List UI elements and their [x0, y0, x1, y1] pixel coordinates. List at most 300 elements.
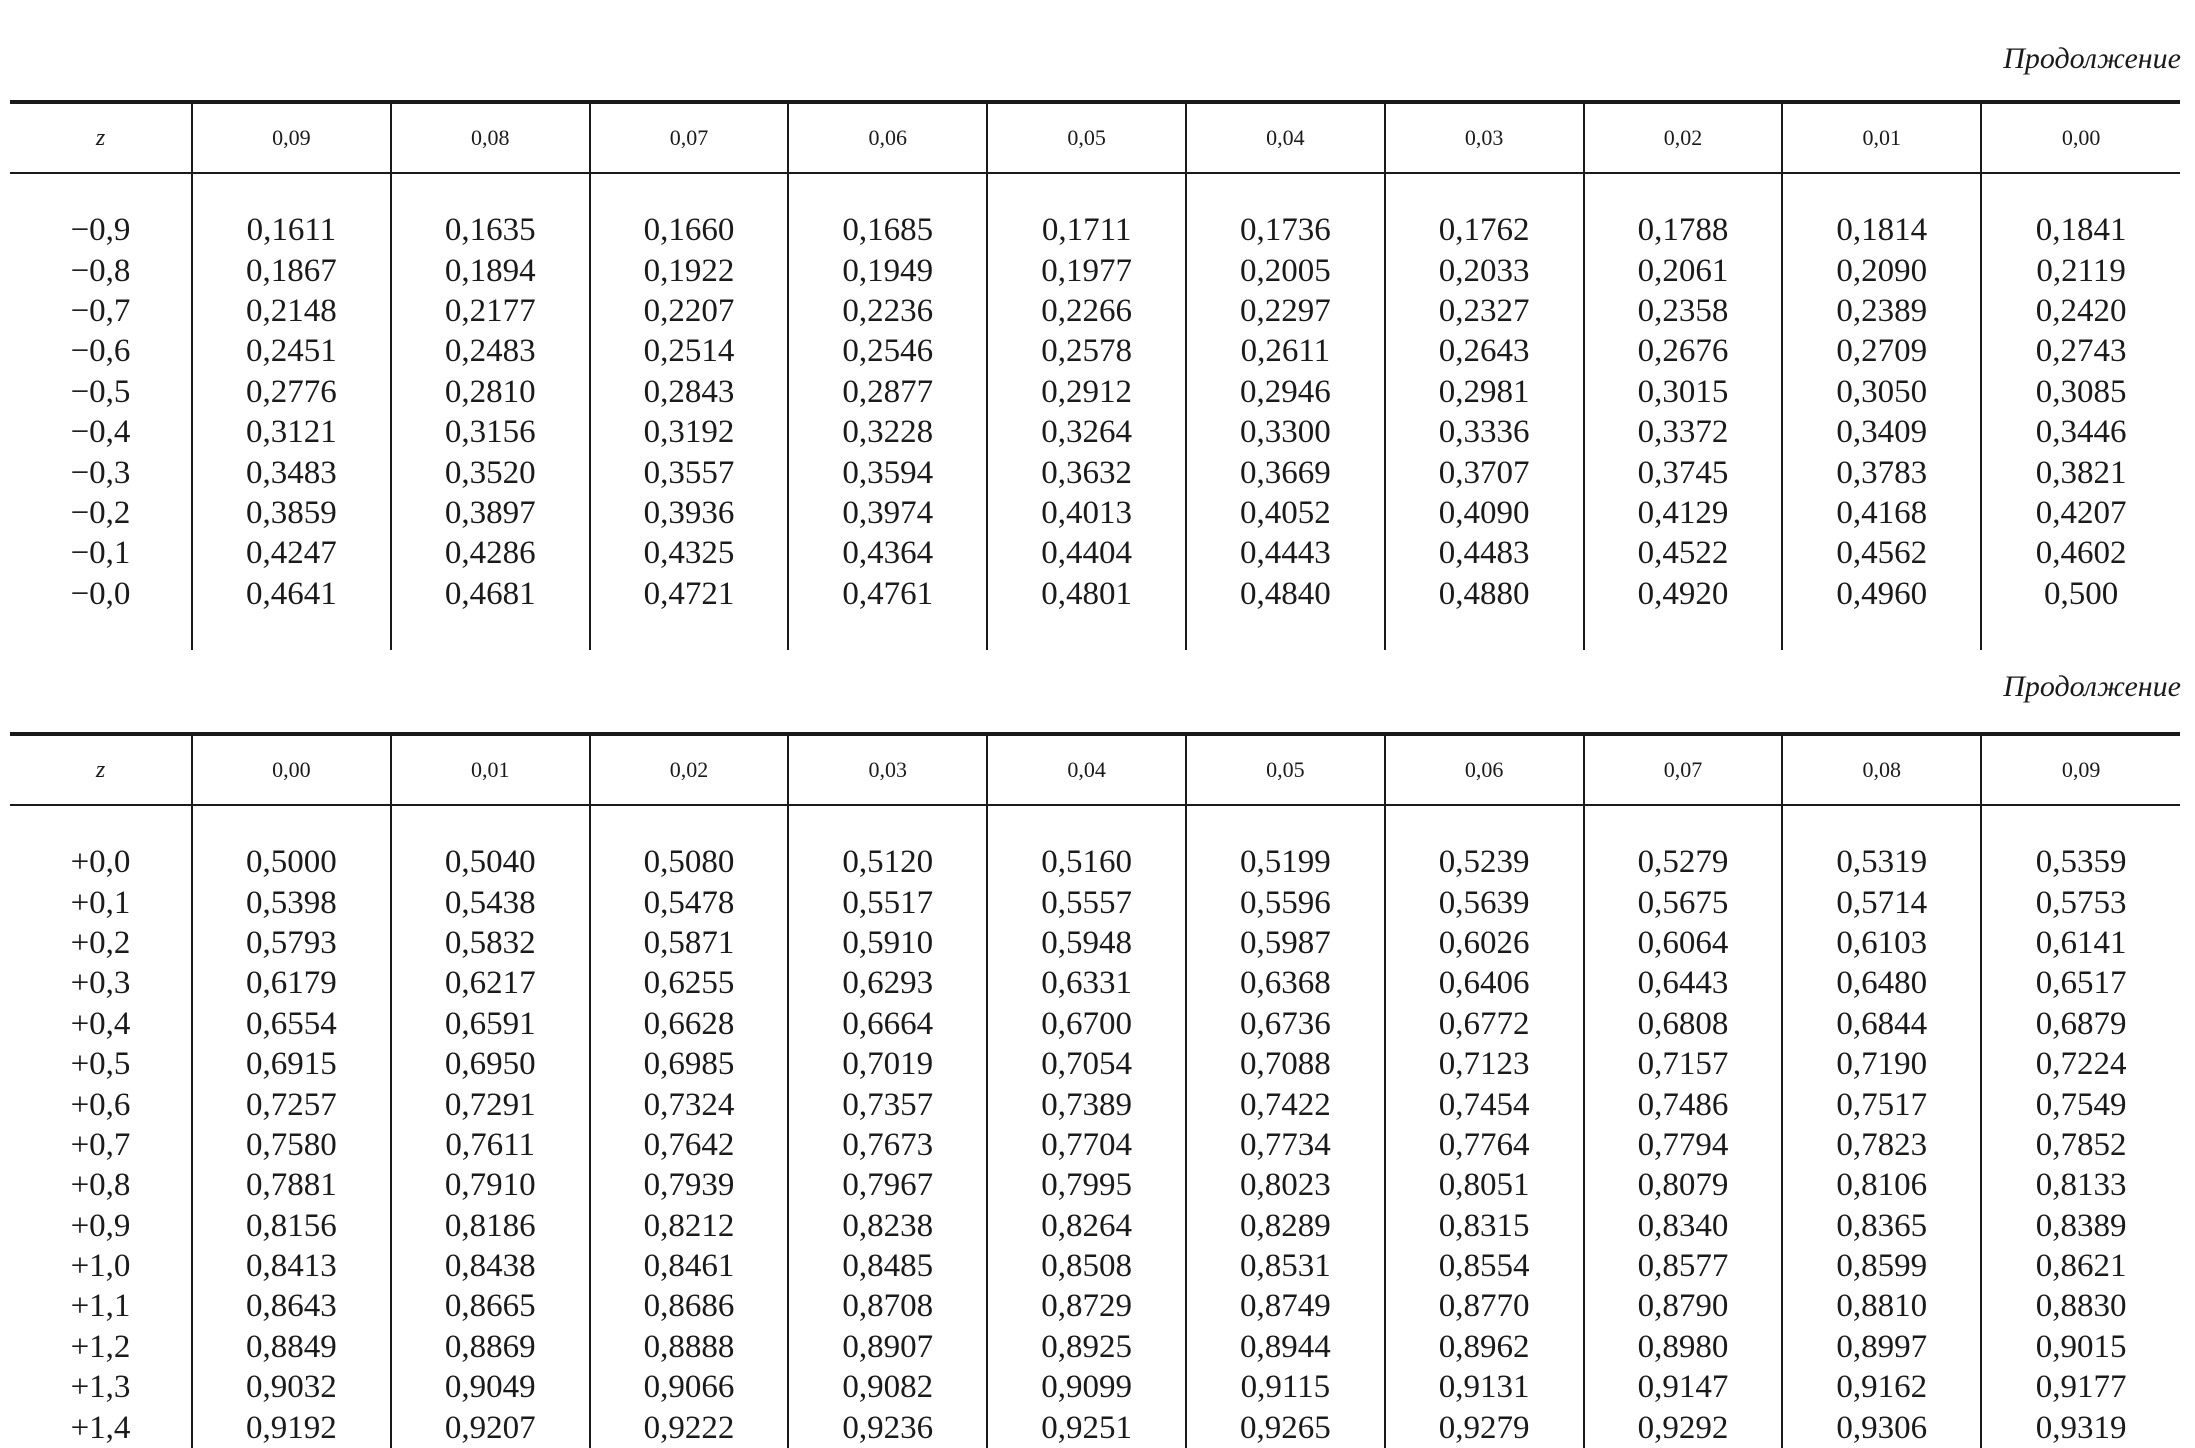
spacer-cell [1584, 614, 1783, 650]
probability-cell: 0,5753 [1981, 882, 2180, 922]
probability-cell: 0,8869 [391, 1327, 590, 1367]
probability-cell: 0,4090 [1385, 493, 1584, 533]
probability-cell: 0,8106 [1782, 1165, 1981, 1205]
column-header: 0,04 [987, 734, 1186, 805]
probability-cell: 0,7549 [1981, 1084, 2180, 1124]
probability-cell: 0,9265 [1186, 1407, 1385, 1447]
probability-cell: 0,7764 [1385, 1125, 1584, 1165]
probability-cell: 0,5319 [1782, 842, 1981, 882]
probability-cell: 0,7939 [590, 1165, 789, 1205]
column-header: 0,05 [1186, 734, 1385, 805]
probability-cell: 0,9222 [590, 1407, 789, 1447]
probability-cell: 0,2177 [391, 291, 590, 331]
probability-cell: 0,3974 [788, 493, 987, 533]
probability-cell: 0,1814 [1782, 210, 1981, 250]
spacer-cell [590, 805, 789, 842]
probability-cell: 0,7224 [1981, 1044, 2180, 1084]
probability-cell: 0,6844 [1782, 1004, 1981, 1044]
probability-cell: 0,8577 [1584, 1246, 1783, 1286]
table-header-row [10, 734, 2180, 805]
z-value-cell: −0,3 [70, 454, 131, 491]
column-header: 0,03 [1385, 102, 1584, 173]
probability-cell: 0,1922 [590, 250, 789, 290]
probability-cell: 0,2676 [1584, 331, 1783, 371]
table-row [10, 250, 2180, 290]
spacer-cell [788, 805, 987, 842]
probability-cell: 0,1788 [1584, 210, 1783, 250]
probability-cell: 0,5910 [788, 923, 987, 963]
probability-cell: 0,9162 [1782, 1367, 1981, 1407]
probability-cell: 0,6772 [1385, 1004, 1584, 1044]
z-column-header: z [10, 102, 192, 173]
table-row [10, 1125, 2180, 1165]
table-row [10, 1246, 2180, 1286]
probability-cell: 0,6736 [1186, 1004, 1385, 1044]
probability-cell: 0,2981 [1385, 372, 1584, 412]
z-value-cell: +0,1 [70, 884, 131, 921]
table-row [10, 1044, 2180, 1084]
probability-cell: 0,7422 [1186, 1084, 1385, 1124]
probability-cell: 0,9066 [590, 1367, 789, 1407]
probability-cell: 0,4207 [1981, 493, 2180, 533]
probability-cell: 0,1841 [1981, 210, 2180, 250]
probability-cell: 0,7967 [788, 1165, 987, 1205]
spacer-cell [1584, 805, 1783, 842]
probability-cell: 0,3783 [1782, 452, 1981, 492]
table-row [10, 331, 2180, 371]
probability-cell: 0,7794 [1584, 1125, 1783, 1165]
probability-cell: 0,3557 [590, 452, 789, 492]
probability-cell: 0,7611 [391, 1125, 590, 1165]
spacer-cell [391, 173, 590, 210]
spacer-cell [590, 173, 789, 210]
probability-cell: 0,7088 [1186, 1044, 1385, 1084]
probability-cell: 0,2297 [1186, 291, 1385, 331]
probability-cell: 0,1977 [987, 250, 1186, 290]
table-row [10, 842, 2180, 882]
probability-cell: 0,9207 [391, 1407, 590, 1447]
z-value-cell: +0,5 [70, 1046, 131, 1083]
probability-cell: 0,4721 [590, 574, 789, 614]
spacer-cell [987, 173, 1186, 210]
z-value-cell: −0,6 [70, 333, 131, 370]
table-row [10, 963, 2180, 1003]
z-column-header: z [10, 734, 192, 805]
probability-cell: 0,8186 [391, 1206, 590, 1246]
column-header: 0,09 [192, 102, 391, 173]
probability-cell: 0,8554 [1385, 1246, 1584, 1286]
table-row [10, 493, 2180, 533]
probability-cell: 0,3156 [391, 412, 590, 452]
z-value-cell: −0,4 [70, 414, 131, 451]
probability-cell: 0,2451 [192, 331, 391, 371]
probability-cell: 0,8365 [1782, 1206, 1981, 1246]
probability-cell: 0,7123 [1385, 1044, 1584, 1084]
probability-cell: 0,6293 [788, 963, 987, 1003]
probability-cell: 0,4761 [788, 574, 987, 614]
probability-cell: 0,7995 [987, 1165, 1186, 1205]
spacer-cell [1782, 173, 1981, 210]
probability-cell: 0,8907 [788, 1327, 987, 1367]
probability-cell: 0,8079 [1584, 1165, 1783, 1205]
probability-cell: 0,4562 [1782, 533, 1981, 573]
probability-cell: 0,9147 [1584, 1367, 1783, 1407]
probability-cell: 0,9192 [192, 1407, 391, 1447]
probability-cell: 0,9292 [1584, 1407, 1783, 1447]
probability-cell: 0,5639 [1385, 882, 1584, 922]
probability-cell: 0,4801 [987, 574, 1186, 614]
z-value-cell: −0,7 [70, 292, 131, 329]
probability-cell: 0,2389 [1782, 291, 1981, 331]
probability-cell: 0,8643 [192, 1286, 391, 1326]
column-header: 0,04 [1186, 102, 1385, 173]
spacer-row [10, 614, 2180, 650]
continuation-caption-top: Продолжение [2003, 42, 2181, 75]
probability-cell: 0,7823 [1782, 1125, 1981, 1165]
column-header: 0,05 [987, 102, 1186, 173]
probability-cell: 0,9319 [1981, 1407, 2180, 1447]
probability-cell: 0,5478 [590, 882, 789, 922]
spacer-cell [1584, 173, 1783, 210]
column-header: 0,06 [1385, 734, 1584, 805]
probability-cell: 0,8729 [987, 1286, 1186, 1326]
table-row [10, 574, 2180, 614]
probability-cell: 0,3821 [1981, 452, 2180, 492]
probability-cell: 0,2810 [391, 372, 590, 412]
column-header: 0,00 [1981, 102, 2180, 173]
probability-cell: 0,4168 [1782, 493, 1981, 533]
probability-cell: 0,4840 [1186, 574, 1385, 614]
probability-cell: 0,3409 [1782, 412, 1981, 452]
probability-cell: 0,4286 [391, 533, 590, 573]
probability-cell: 0,2061 [1584, 250, 1783, 290]
probability-cell: 0,7580 [192, 1125, 391, 1165]
probability-cell: 0,6368 [1186, 963, 1385, 1003]
z-value-cell: +1,0 [70, 1248, 131, 1285]
probability-cell: 0,6554 [192, 1004, 391, 1044]
probability-cell: 0,9251 [987, 1407, 1186, 1447]
z-value-cell: +0,4 [70, 1005, 131, 1042]
probability-cell: 0,3520 [391, 452, 590, 492]
z-value-cell: −0,0 [70, 575, 131, 612]
column-header: 0,00 [192, 734, 391, 805]
probability-cell: 0,5279 [1584, 842, 1783, 882]
z-value-cell: +1,2 [70, 1328, 131, 1365]
probability-cell: 0,5675 [1584, 882, 1783, 922]
probability-cell: 0,1762 [1385, 210, 1584, 250]
probability-cell: 0,1611 [192, 210, 391, 250]
spacer-cell [1981, 805, 2180, 842]
probability-cell: 0,4052 [1186, 493, 1385, 533]
probability-cell: 0,9279 [1385, 1407, 1584, 1447]
table-row [10, 1084, 2180, 1124]
probability-cell: 0,7324 [590, 1084, 789, 1124]
spacer-cell [391, 614, 590, 650]
probability-cell: 0,5160 [987, 842, 1186, 882]
probability-cell: 0,8389 [1981, 1206, 2180, 1246]
probability-cell: 0,6179 [192, 963, 391, 1003]
spacer-cell [987, 805, 1186, 842]
table-row [10, 1327, 2180, 1367]
probability-cell: 0,8413 [192, 1246, 391, 1286]
probability-cell: 0,4522 [1584, 533, 1783, 573]
z-value-cell: +0,2 [70, 924, 131, 961]
z-value-cell: +1,4 [70, 1409, 131, 1446]
z-value-cell: −0,5 [70, 373, 131, 410]
probability-cell: 0,3372 [1584, 412, 1783, 452]
spacer-cell [1385, 805, 1584, 842]
probability-cell: 0,6103 [1782, 923, 1981, 963]
probability-cell: 0,4880 [1385, 574, 1584, 614]
probability-cell: 0,8264 [987, 1206, 1186, 1246]
probability-cell: 0,3859 [192, 493, 391, 533]
column-header: 0,07 [1584, 734, 1783, 805]
probability-cell: 0,8599 [1782, 1246, 1981, 1286]
probability-cell: 0,3050 [1782, 372, 1981, 412]
column-header: 0,08 [391, 102, 590, 173]
column-header: 0,01 [391, 734, 590, 805]
table-row [10, 1165, 2180, 1205]
probability-cell: 0,2266 [987, 291, 1186, 331]
table-header-row [10, 102, 2180, 173]
probability-cell: 0,7910 [391, 1165, 590, 1205]
probability-cell: 0,8888 [590, 1327, 789, 1367]
probability-cell: 0,3228 [788, 412, 987, 452]
table-row [10, 452, 2180, 492]
probability-cell: 0,5793 [192, 923, 391, 963]
probability-cell: 0,3015 [1584, 372, 1783, 412]
probability-cell: 0,6255 [590, 963, 789, 1003]
probability-cell: 0,3632 [987, 452, 1186, 492]
probability-cell: 0,2611 [1186, 331, 1385, 371]
z-value-cell: −0,9 [70, 212, 131, 249]
z-value-cell: +0,0 [70, 844, 131, 881]
spacer-cell [391, 805, 590, 842]
probability-cell: 0,6985 [590, 1044, 789, 1084]
probability-cell: 0,3936 [590, 493, 789, 533]
probability-cell: 0,3192 [590, 412, 789, 452]
probability-cell: 0,9236 [788, 1407, 987, 1447]
column-header: 0,06 [788, 102, 987, 173]
probability-cell: 0,2843 [590, 372, 789, 412]
probability-cell: 0,5871 [590, 923, 789, 963]
probability-cell: 0,3336 [1385, 412, 1584, 452]
probability-cell: 0,7019 [788, 1044, 987, 1084]
table-row [10, 1407, 2180, 1447]
continuation-caption-bottom: Продолжение [2003, 670, 2181, 703]
probability-cell: 0,4247 [192, 533, 391, 573]
probability-cell: 0,1685 [788, 210, 987, 250]
probability-cell: 0,3594 [788, 452, 987, 492]
probability-cell: 0,2420 [1981, 291, 2180, 331]
probability-cell: 0,5948 [987, 923, 1186, 963]
spacer-cell [788, 614, 987, 650]
spacer-cell [1186, 614, 1385, 650]
column-header: 0,03 [788, 734, 987, 805]
probability-cell: 0,8925 [987, 1327, 1186, 1367]
spacer-row [10, 173, 2180, 210]
probability-cell: 0,2207 [590, 291, 789, 331]
probability-cell: 0,1660 [590, 210, 789, 250]
probability-cell: 0,8212 [590, 1206, 789, 1246]
probability-cell: 0,5517 [788, 882, 987, 922]
spacer-cell [1782, 614, 1981, 650]
probability-cell: 0,1867 [192, 250, 391, 290]
probability-cell: 0,8340 [1584, 1206, 1783, 1246]
probability-cell: 0,3085 [1981, 372, 2180, 412]
probability-cell: 0,5040 [391, 842, 590, 882]
probability-cell: 0,3707 [1385, 452, 1584, 492]
probability-cell: 0,9115 [1186, 1367, 1385, 1407]
probability-cell: 0,8289 [1186, 1206, 1385, 1246]
probability-cell: 0,4364 [788, 533, 987, 573]
probability-cell: 0,9032 [192, 1367, 391, 1407]
table-row [10, 1286, 2180, 1326]
probability-cell: 0,2033 [1385, 250, 1584, 290]
spacer-cell [1385, 173, 1584, 210]
spacer-cell [192, 614, 391, 650]
probability-cell: 0,4443 [1186, 533, 1385, 573]
probability-cell: 0,4920 [1584, 574, 1783, 614]
probability-cell: 0,2578 [987, 331, 1186, 371]
z-value-cell: +1,1 [70, 1288, 131, 1325]
probability-cell: 0,5596 [1186, 882, 1385, 922]
spacer-cell [1186, 805, 1385, 842]
probability-cell: 0,5438 [391, 882, 590, 922]
probability-cell: 0,8944 [1186, 1327, 1385, 1367]
probability-cell: 0,8830 [1981, 1286, 2180, 1326]
probability-cell: 0,2005 [1186, 250, 1385, 290]
probability-cell: 0,2912 [987, 372, 1186, 412]
table-row [10, 372, 2180, 412]
z-value-cell: +0,7 [70, 1126, 131, 1163]
spacer-cell [10, 614, 192, 650]
probability-cell: 0,7704 [987, 1125, 1186, 1165]
spacer-cell [1981, 614, 2180, 650]
probability-cell: 0,9015 [1981, 1327, 2180, 1367]
probability-cell: 0,4681 [391, 574, 590, 614]
probability-cell: 0,2546 [788, 331, 987, 371]
probability-cell: 0,6664 [788, 1004, 987, 1044]
probability-cell: 0,2776 [192, 372, 391, 412]
probability-cell: 0,7852 [1981, 1125, 2180, 1165]
spacer-cell [590, 614, 789, 650]
z-value-cell: +0,8 [70, 1167, 131, 1204]
z-value-cell: −0,8 [70, 252, 131, 289]
probability-cell: 0,3446 [1981, 412, 2180, 452]
column-header: 0,07 [590, 102, 789, 173]
probability-cell: 0,8997 [1782, 1327, 1981, 1367]
probability-cell: 0,8708 [788, 1286, 987, 1326]
probability-cell: 0,2483 [391, 331, 590, 371]
probability-cell: 0,5120 [788, 842, 987, 882]
table-row [10, 412, 2180, 452]
probability-cell: 0,8023 [1186, 1165, 1385, 1205]
probability-cell: 0,8810 [1782, 1286, 1981, 1326]
probability-cell: 0,6808 [1584, 1004, 1783, 1044]
column-header: 0,08 [1782, 734, 1981, 805]
probability-cell: 0,3264 [987, 412, 1186, 452]
spacer-cell [1385, 614, 1584, 650]
spacer-cell [192, 173, 391, 210]
probability-cell: 0,2358 [1584, 291, 1783, 331]
column-header: 0,01 [1782, 102, 1981, 173]
probability-cell: 0,6480 [1782, 963, 1981, 1003]
probability-cell: 0,3483 [192, 452, 391, 492]
spacer-row [10, 805, 2180, 842]
probability-cell: 0,2119 [1981, 250, 2180, 290]
probability-cell: 0,7257 [192, 1084, 391, 1124]
probability-cell: 0,6217 [391, 963, 590, 1003]
probability-cell: 0,5557 [987, 882, 1186, 922]
spacer-cell [10, 173, 192, 210]
probability-cell: 0,4483 [1385, 533, 1584, 573]
probability-cell: 0,2877 [788, 372, 987, 412]
probability-cell: 0,6331 [987, 963, 1186, 1003]
spacer-cell [788, 173, 987, 210]
probability-cell: 0,2743 [1981, 331, 2180, 371]
probability-cell: 0,8686 [590, 1286, 789, 1326]
probability-cell: 0,9082 [788, 1367, 987, 1407]
probability-cell: 0,7881 [192, 1165, 391, 1205]
spacer-cell [1186, 173, 1385, 210]
probability-cell: 0,4960 [1782, 574, 1981, 614]
z-value-cell: −0,2 [70, 494, 131, 531]
table-row [10, 882, 2180, 922]
probability-cell: 0,8770 [1385, 1286, 1584, 1326]
probability-cell: 0,6443 [1584, 963, 1783, 1003]
probability-cell: 0,7673 [788, 1125, 987, 1165]
probability-cell: 0,7157 [1584, 1044, 1783, 1084]
probability-cell: 0,3121 [192, 412, 391, 452]
probability-cell: 0,7389 [987, 1084, 1186, 1124]
probability-cell: 0,6950 [391, 1044, 590, 1084]
normal-distribution-table-bottom [10, 732, 2180, 1448]
probability-cell: 0,1711 [987, 210, 1186, 250]
probability-cell: 0,2148 [192, 291, 391, 331]
probability-cell: 0,1894 [391, 250, 590, 290]
table-row [10, 1367, 2180, 1407]
probability-cell: 0,9306 [1782, 1407, 1981, 1447]
probability-cell: 0,5714 [1782, 882, 1981, 922]
probability-cell: 0,6879 [1981, 1004, 2180, 1044]
probability-cell: 0,6628 [590, 1004, 789, 1044]
probability-cell: 0,8438 [391, 1246, 590, 1286]
probability-cell: 0,6915 [192, 1044, 391, 1084]
probability-cell: 0,4325 [590, 533, 789, 573]
probability-cell: 0,2946 [1186, 372, 1385, 412]
probability-cell: 0,7357 [788, 1084, 987, 1124]
probability-cell: 0,7454 [1385, 1084, 1584, 1124]
probability-cell: 0,9131 [1385, 1367, 1584, 1407]
probability-cell: 0,1736 [1186, 210, 1385, 250]
probability-cell: 0,6517 [1981, 963, 2180, 1003]
probability-cell: 0,6591 [391, 1004, 590, 1044]
z-value-cell: −0,1 [70, 535, 131, 572]
probability-cell: 0,6064 [1584, 923, 1783, 963]
column-header: 0,09 [1981, 734, 2180, 805]
column-header: 0,02 [590, 734, 789, 805]
probability-cell: 0,5398 [192, 882, 391, 922]
probability-cell: 0,5080 [590, 842, 789, 882]
probability-cell: 0,5832 [391, 923, 590, 963]
z-value-cell: +0,9 [70, 1207, 131, 1244]
table-row [10, 210, 2180, 250]
probability-cell: 0,3897 [391, 493, 590, 533]
probability-cell: 0,7486 [1584, 1084, 1783, 1124]
probability-cell: 0,4641 [192, 574, 391, 614]
probability-cell: 0,8485 [788, 1246, 987, 1286]
